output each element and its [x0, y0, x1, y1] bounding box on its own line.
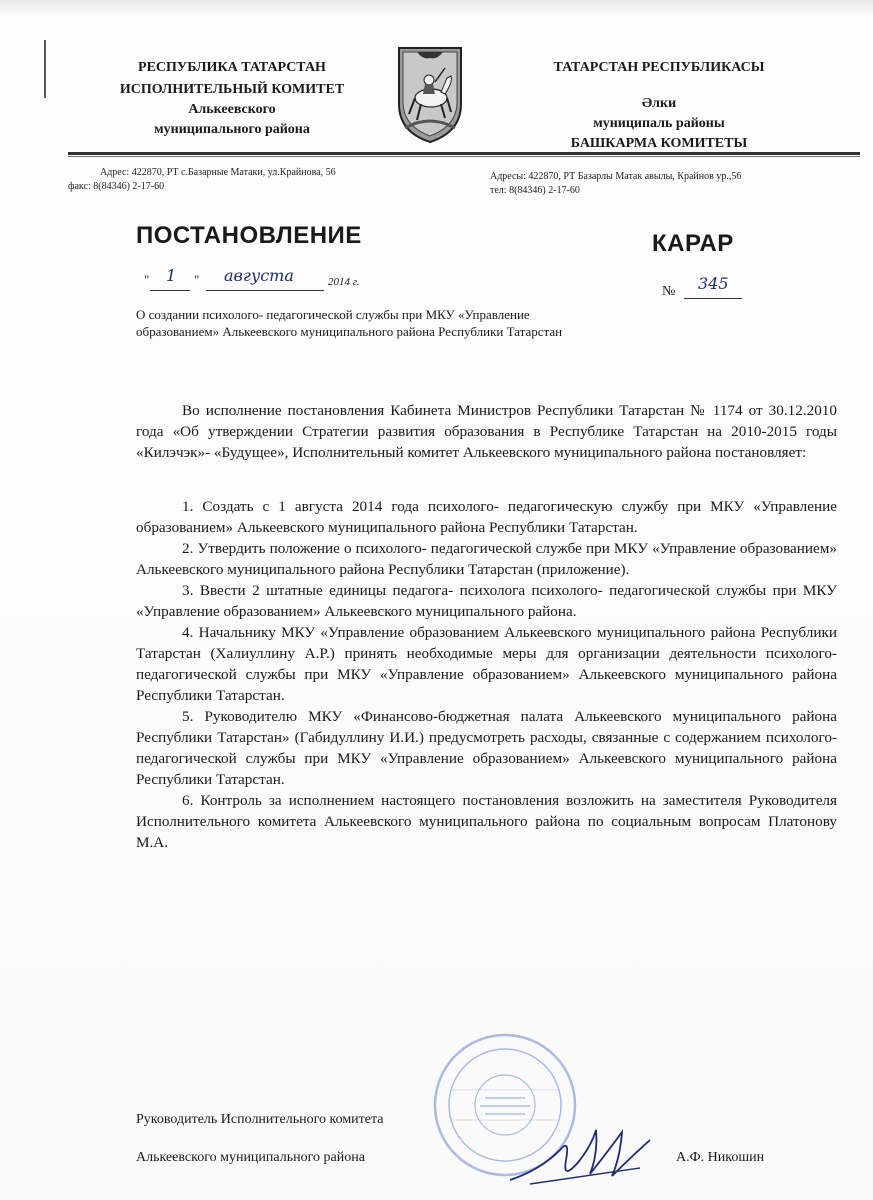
number-symbol: №: [662, 284, 676, 299]
fax-left: факс: 8(84346) 2-17-60: [68, 181, 165, 192]
body-intro: Во исполнение постановления Кабинета Министров Республики Татарстан № 1174 от 30.12.2010 года «Об утверждении Стратегии развития образования в Республике Татарстан на 2010-2015 годы «Килэчэк»- «Будущее», Исполнительный комитет Алькеевского муниципального района постановляет:: [136, 402, 837, 461]
header-left-line4: муниципального района: [154, 122, 310, 137]
body-item: 4. Начальнику МКУ «Управление образованием Алькеевского муниципального района Республики Татарстан (Халиуллину А.Р.) принять необходимые меры для организации деятельности психолого- педагогической службы при МКУ «Управление образованием» Алькеевского муниципального района Республики Татарстан.: [136, 624, 837, 704]
date-day: 1: [166, 266, 177, 285]
date-month: августа: [224, 266, 294, 285]
header-divider-thin: [68, 156, 860, 157]
handwritten-signature-icon: [500, 1110, 660, 1190]
signature-title-line2: Алькеевского муниципального района: [136, 1150, 365, 1165]
body-item: 1. Создать с 1 августа 2014 года психолого- педагогическую службу при МКУ «Управление образованием» Алькеевского муниципального района Республики Татарстан.: [136, 498, 837, 536]
header-right: [514, 58, 804, 154]
coat-of-arms-icon: [393, 42, 467, 146]
header-right-line4: БАШКАРМА КОМИТЕТЫ: [570, 136, 748, 151]
signature-title-line1: Руководитель Исполнительного комитета: [136, 1112, 384, 1127]
address-right: Адресы: 422870, РТ Базарлы Матак авылы, Крайнов ур.,56: [490, 171, 742, 182]
doc-title-russian: ПОСТАНОВЛЕНИЕ: [136, 222, 362, 249]
body-item: 3. Ввести 2 штатные единицы педагога- психолога психолого- педагогической службы при МКУ «Управление образованием» Алькеевского муниципального района.: [136, 582, 837, 620]
doc-subject: О создании психолого- педагогической службы при МКУ «Управление образованием» Алькеевского муниципального района Республики Татарстан: [136, 307, 563, 339]
doc-body: [136, 400, 837, 853]
body-item: 6. Контроль за исполнением настоящего постановления возложить на заместителя Руководителя Исполнительного комитета Алькеевского муниципального района по социальным вопросам Платонову М.А.: [136, 792, 837, 851]
header-right-line1: ТАТАРСТАН РЕСПУБЛИКАСЫ: [553, 60, 765, 75]
quote-close: ": [194, 272, 200, 287]
address-left: Адрес: 422870, РТ с.Базарные Матаки, ул.Крайнова, 56: [100, 167, 336, 178]
date-year: 2014 г.: [328, 276, 360, 288]
date-line: [140, 266, 400, 294]
body-item: 5. Руководителю МКУ «Финансово-бюджетная палата Алькеевского муниципального района Республики Татарстан» (Габидуллину И.И.) предусмотреть расходы, связанные с содержанием психолого- педагогической службы при МКУ «Управление образованием» Алькеевского муниципального района Республики Татарстан.: [136, 708, 837, 788]
body-item: 2. Утвердить положение о психолого- педагогической службе при МКУ «Управление образованием» Алькеевского муниципального района Республики Татарстан (приложение).: [136, 540, 837, 578]
margin-mark: [44, 40, 46, 98]
header-left-line1: РЕСПУБЛИКА ТАТАРСТАН: [138, 60, 326, 75]
header-left-line3: Алькеевского: [188, 102, 276, 117]
header-gap: [514, 78, 804, 94]
quote-open: ": [144, 272, 150, 287]
doc-title-tatar: КАРАР: [652, 230, 734, 257]
header-right-line3: муниципаль районы: [593, 116, 725, 131]
signer-name: А.Ф. Никошин: [676, 1150, 765, 1165]
header-divider: [68, 152, 860, 155]
header-right-line2: Әлки: [641, 96, 677, 111]
header-left: [92, 58, 372, 140]
phone-right: тел: 8(84346) 2-17-60: [490, 185, 580, 196]
number-line: [662, 274, 752, 304]
doc-number: 345: [698, 274, 729, 293]
scan-edge: [0, 0, 873, 14]
header-left-line2: ИСПОЛНИТЕЛЬНЫЙ КОМИТЕТ: [119, 82, 345, 97]
